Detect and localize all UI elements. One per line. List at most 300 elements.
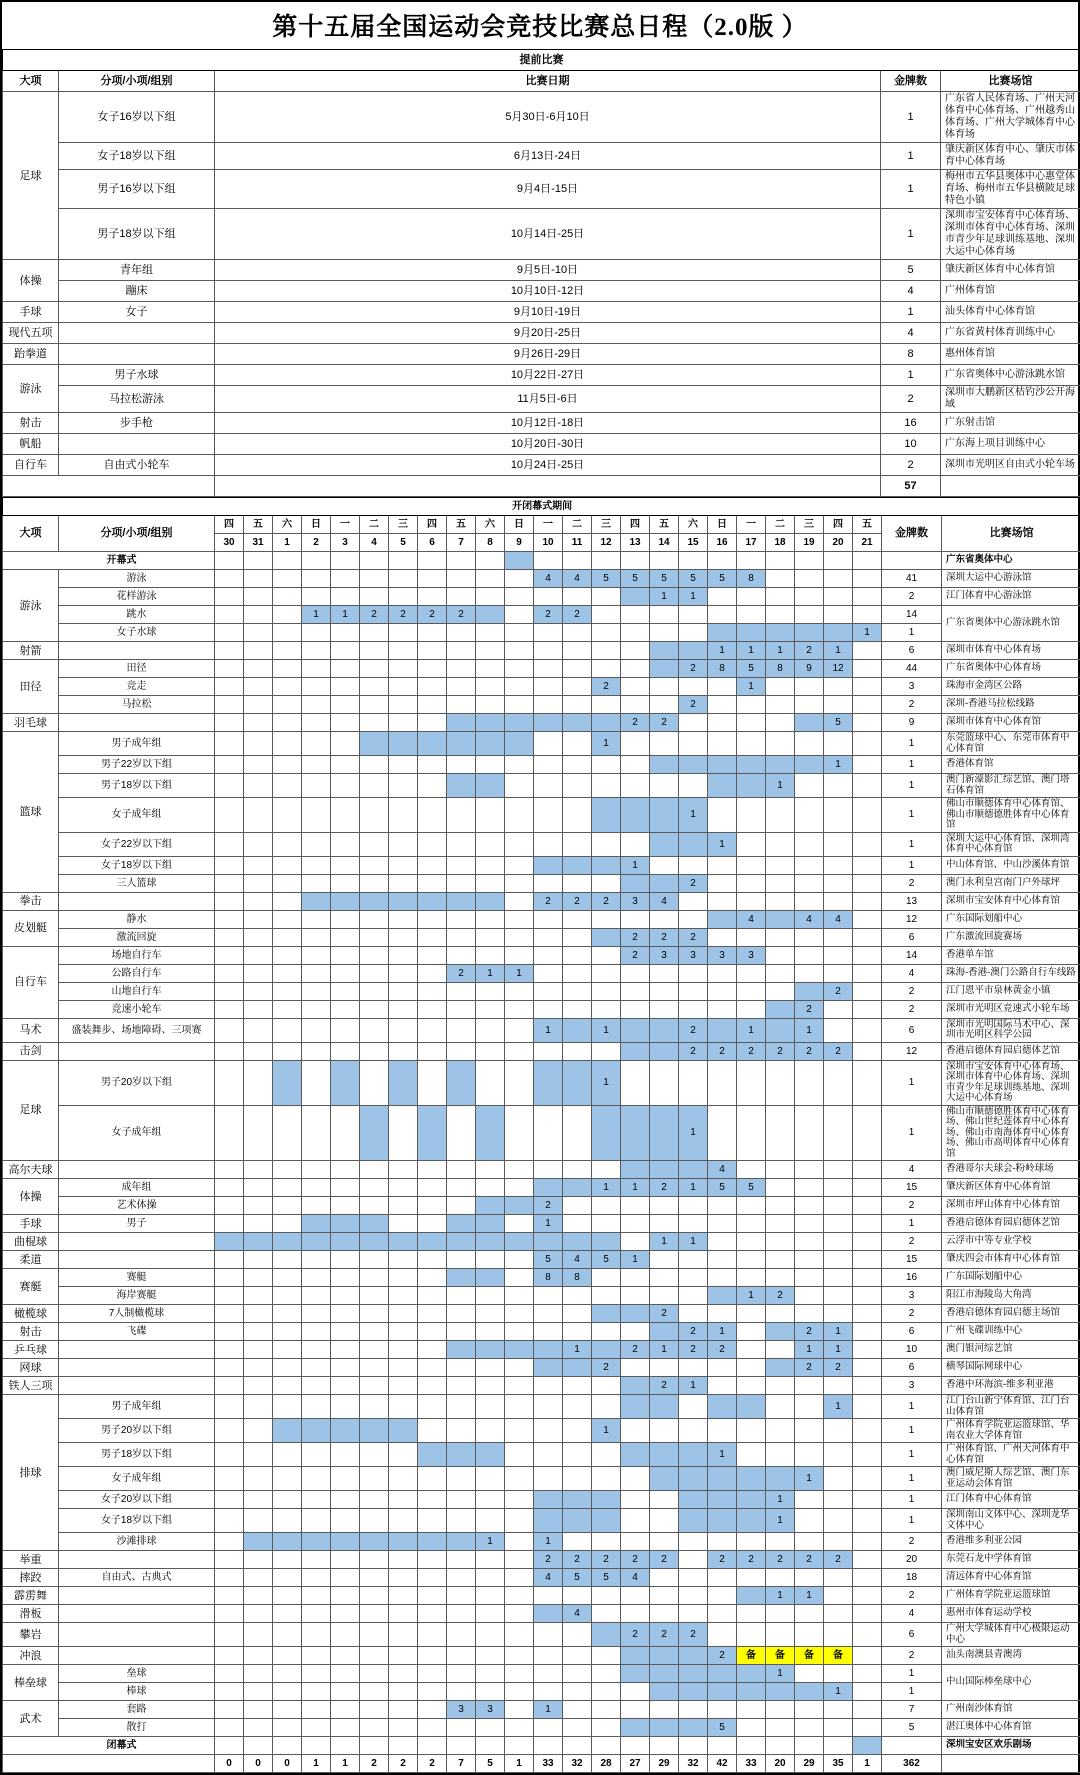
day-cell <box>273 1647 302 1665</box>
day-cell <box>708 714 737 732</box>
day-cell <box>592 1377 621 1395</box>
day-cell <box>505 1719 534 1737</box>
day-cell-gold: 4 <box>563 570 592 588</box>
day-cell <box>302 1509 331 1533</box>
day-cell <box>273 696 302 714</box>
day-cell <box>447 1018 476 1042</box>
day-cell <box>737 1737 766 1755</box>
day-cell <box>795 732 824 756</box>
gold-cell: 1 <box>881 302 941 323</box>
day-cell <box>447 1251 476 1269</box>
day-cell <box>273 964 302 982</box>
day-cell <box>737 832 766 856</box>
gold-cell: 2 <box>882 588 942 606</box>
ceremony-label: 闭幕式 <box>3 1737 215 1755</box>
schedule-row <box>3 642 1080 660</box>
day-cell <box>534 1042 563 1060</box>
day-cell <box>302 642 331 660</box>
gold-cell: 1 <box>881 365 941 386</box>
day-cell <box>244 1341 273 1359</box>
day-cell <box>795 1179 824 1197</box>
day-cell <box>476 660 505 678</box>
day-cell-event <box>563 1491 592 1509</box>
day-cell-gold: 4 <box>534 1569 563 1587</box>
day-cell-gold: 8 <box>737 570 766 588</box>
day-cell <box>563 1105 592 1161</box>
early-row <box>3 209 1080 260</box>
sport-cell: 武术 <box>3 1701 59 1737</box>
day-cell-reserve: 备 <box>737 1647 766 1665</box>
day-cell-gold: 2 <box>389 606 418 624</box>
day-cell <box>853 756 882 774</box>
day-cell <box>476 552 505 570</box>
early-row <box>3 281 1080 302</box>
day-cell <box>679 982 708 1000</box>
day-cell <box>418 1042 447 1060</box>
day-cell <box>360 570 389 588</box>
day-cell <box>621 660 650 678</box>
day-cell <box>273 606 302 624</box>
venue-cell: 汕头南澳县青澳湾 <box>942 1647 1080 1665</box>
day-cell <box>447 874 476 892</box>
day-cell <box>737 1161 766 1179</box>
day-cell <box>708 588 737 606</box>
sport-cell: 冲浪 <box>3 1647 59 1665</box>
day-cell <box>418 982 447 1000</box>
day-cell <box>331 1359 360 1377</box>
gold-cell: 3 <box>882 1287 942 1305</box>
day-cell <box>737 1215 766 1233</box>
day-cell <box>215 1395 244 1419</box>
day-cell <box>215 1443 244 1467</box>
day-cell-gold: 1 <box>650 1233 679 1251</box>
day-cell <box>795 1233 824 1251</box>
venue-cell: 深圳市宝安体育中心体育场、深圳市体育中心体育场、深圳市青少年足球训练基地、深圳大运中心体育场 <box>941 209 1080 260</box>
day-cell <box>563 552 592 570</box>
day-cell <box>853 588 882 606</box>
day-cell-event <box>592 1305 621 1323</box>
early-row <box>3 365 1080 386</box>
day-cell <box>853 660 882 678</box>
day-cell <box>302 798 331 833</box>
gold-cell: 1 <box>882 1467 942 1491</box>
day-cell <box>331 1551 360 1569</box>
day-cell <box>360 1197 389 1215</box>
day-cell <box>331 928 360 946</box>
day-cell-event <box>331 1060 360 1105</box>
day-cell <box>215 832 244 856</box>
day-cell <box>389 964 418 982</box>
day-cell <box>563 642 592 660</box>
day-cell <box>389 1000 418 1018</box>
date-cell: 10月22日-27日 <box>215 365 881 386</box>
day-cell-gold: 3 <box>737 946 766 964</box>
day-cell-gold: 8 <box>708 660 737 678</box>
day-cell <box>650 1605 679 1623</box>
day-cell <box>244 1587 273 1605</box>
day-cell <box>824 1018 853 1042</box>
day-cell <box>853 1161 882 1179</box>
gold-cell: 41 <box>882 570 942 588</box>
day-cell <box>273 892 302 910</box>
day-cell <box>824 1509 853 1533</box>
day-cell <box>244 774 273 798</box>
group-cell: 女子18岁以下组 <box>59 1509 215 1533</box>
day-cell <box>331 910 360 928</box>
day-cell <box>853 1467 882 1491</box>
daily-total-cell: 2 <box>360 1755 389 1773</box>
day-cell <box>389 1269 418 1287</box>
venue-cell: 深圳市宝安体育中心体育馆 <box>942 892 1080 910</box>
day-cell-event <box>418 1533 447 1551</box>
day-cell <box>331 1395 360 1419</box>
day-cell <box>273 1701 302 1719</box>
day-cell-gold: 2 <box>650 1179 679 1197</box>
date-number-cell: 9 <box>505 534 534 552</box>
day-cell <box>389 1665 418 1683</box>
weekday-cell: 日 <box>505 516 534 534</box>
day-cell-event <box>650 1042 679 1060</box>
group-cell: 游泳 <box>59 570 215 588</box>
sport-cell: 棒垒球 <box>3 1665 59 1701</box>
day-cell <box>215 588 244 606</box>
day-cell <box>360 1018 389 1042</box>
day-cell-gold: 1 <box>331 606 360 624</box>
day-cell <box>505 1491 534 1509</box>
day-cell-event <box>650 1443 679 1467</box>
weekday-cell: 三 <box>592 516 621 534</box>
venue-cell: 澳门永利皇宫南门户外球坪 <box>942 874 1080 892</box>
day-cell-event <box>737 774 766 798</box>
day-cell <box>708 856 737 874</box>
date-cell: 9月26日-29日 <box>215 344 881 365</box>
day-cell <box>273 1215 302 1233</box>
day-cell <box>505 678 534 696</box>
day-cell <box>737 928 766 946</box>
day-cell <box>795 1395 824 1419</box>
schedule-row <box>3 1359 1080 1377</box>
day-cell <box>418 928 447 946</box>
day-cell-event <box>534 1233 563 1251</box>
day-cell-reserve: 备 <box>766 1647 795 1665</box>
day-cell-event <box>853 1737 882 1755</box>
day-cell <box>447 1395 476 1419</box>
day-cell-gold: 2 <box>534 606 563 624</box>
schedule-row <box>3 982 1080 1000</box>
venue-cell: 深圳市光明区自由式小轮车场 <box>941 455 1080 476</box>
weekday-cell: 五 <box>447 516 476 534</box>
day-cell <box>592 1323 621 1341</box>
day-cell <box>360 552 389 570</box>
day-cell <box>360 1287 389 1305</box>
day-cell <box>476 798 505 833</box>
day-cell <box>795 1701 824 1719</box>
day-cell-event <box>795 624 824 642</box>
day-cell <box>708 1701 737 1719</box>
day-cell <box>476 946 505 964</box>
day-cell-gold: 2 <box>621 1341 650 1359</box>
day-cell <box>505 892 534 910</box>
day-cell-gold: 5 <box>708 1719 737 1737</box>
day-cell <box>853 1197 882 1215</box>
gold-cell: 7 <box>882 1701 942 1719</box>
day-cell-gold: 12 <box>824 660 853 678</box>
group-cell: 男子18岁以下组 <box>59 209 215 260</box>
day-cell <box>592 946 621 964</box>
day-cell <box>447 928 476 946</box>
day-cell <box>215 964 244 982</box>
day-cell <box>505 696 534 714</box>
opening-ceremony-row <box>3 552 1080 570</box>
day-cell-event <box>447 1233 476 1251</box>
day-cell <box>215 1623 244 1647</box>
day-cell <box>215 714 244 732</box>
day-cell <box>853 1018 882 1042</box>
day-cell <box>360 1719 389 1737</box>
day-cell-event <box>766 1018 795 1042</box>
day-cell-gold: 1 <box>592 1018 621 1042</box>
day-cell <box>563 1587 592 1605</box>
day-cell <box>476 1000 505 1018</box>
day-cell <box>621 756 650 774</box>
day-cell <box>273 570 302 588</box>
gold-cell: 5 <box>881 260 941 281</box>
main-header-weekdays <box>3 516 1080 534</box>
day-cell-gold: 1 <box>795 1018 824 1042</box>
day-cell <box>534 874 563 892</box>
closing-ceremony-row <box>3 1737 1080 1755</box>
day-cell <box>331 1018 360 1042</box>
day-cell-event <box>708 910 737 928</box>
day-cell <box>505 1287 534 1305</box>
day-cell-gold: 2 <box>592 892 621 910</box>
day-cell <box>244 588 273 606</box>
day-cell-event <box>476 606 505 624</box>
day-cell-event <box>447 732 476 756</box>
day-cell <box>418 642 447 660</box>
day-cell-event <box>708 1467 737 1491</box>
day-cell <box>389 1683 418 1701</box>
day-cell <box>650 1197 679 1215</box>
day-cell <box>505 1395 534 1419</box>
day-cell-gold: 1 <box>824 1323 853 1341</box>
sport-cell: 足球 <box>3 92 59 260</box>
day-cell <box>708 606 737 624</box>
day-cell <box>244 946 273 964</box>
day-cell <box>708 1587 737 1605</box>
day-cell <box>708 1359 737 1377</box>
day-cell-gold: 1 <box>592 1419 621 1443</box>
day-cell <box>853 1287 882 1305</box>
day-cell-event <box>708 1491 737 1509</box>
day-cell <box>476 1323 505 1341</box>
venue-cell: 中山国际棒垒球中心 <box>942 1665 1080 1701</box>
day-cell <box>447 1491 476 1509</box>
day-cell <box>302 1359 331 1377</box>
day-cell <box>505 856 534 874</box>
day-cell <box>737 874 766 892</box>
venue-cell: 深圳南山文体中心、深圳龙华文体中心 <box>942 1509 1080 1533</box>
day-cell <box>447 1587 476 1605</box>
schedule-row <box>3 798 1080 833</box>
day-cell <box>215 892 244 910</box>
day-cell-gold: 2 <box>447 964 476 982</box>
day-cell <box>592 1665 621 1683</box>
day-cell-event <box>766 1323 795 1341</box>
day-cell <box>650 1737 679 1755</box>
day-cell <box>592 982 621 1000</box>
day-cell <box>215 1179 244 1197</box>
day-cell <box>215 1161 244 1179</box>
day-cell <box>215 1341 244 1359</box>
day-cell <box>737 1605 766 1623</box>
weekday-cell: 五 <box>650 516 679 534</box>
early-col-group: 分项/小项/组别 <box>59 71 215 92</box>
day-cell-gold: 2 <box>824 1359 853 1377</box>
day-cell <box>505 1551 534 1569</box>
day-cell <box>331 1251 360 1269</box>
day-cell-event <box>650 874 679 892</box>
group-cell: 蹦床 <box>59 281 215 302</box>
day-cell <box>766 714 795 732</box>
day-cell <box>534 910 563 928</box>
day-cell <box>534 1647 563 1665</box>
day-cell <box>273 1179 302 1197</box>
day-cell <box>650 982 679 1000</box>
day-cell <box>302 1605 331 1623</box>
day-cell-event <box>476 1269 505 1287</box>
day-cell <box>708 678 737 696</box>
day-cell <box>418 1701 447 1719</box>
day-cell <box>708 696 737 714</box>
day-cell <box>273 756 302 774</box>
day-cell-event <box>592 798 621 833</box>
day-cell <box>447 1623 476 1647</box>
day-cell <box>389 696 418 714</box>
day-cell <box>505 1419 534 1443</box>
day-cell-gold: 2 <box>795 1359 824 1377</box>
day-cell <box>418 1251 447 1269</box>
early-row <box>3 344 1080 365</box>
day-cell <box>679 1197 708 1215</box>
day-cell <box>853 1105 882 1161</box>
day-cell <box>650 1419 679 1443</box>
day-cell <box>679 1251 708 1269</box>
day-cell <box>389 714 418 732</box>
day-cell <box>795 1215 824 1233</box>
day-cell-event <box>505 552 534 570</box>
gold-cell: 4 <box>881 323 941 344</box>
day-cell <box>621 1060 650 1105</box>
day-cell <box>853 1605 882 1623</box>
day-cell <box>360 1161 389 1179</box>
day-cell <box>795 1443 824 1467</box>
day-cell-gold: 1 <box>679 1377 708 1395</box>
day-cell-event <box>331 892 360 910</box>
day-cell <box>592 1737 621 1755</box>
day-cell <box>302 1647 331 1665</box>
gold-cell: 2 <box>882 1533 942 1551</box>
day-cell <box>737 1701 766 1719</box>
group-cell: 女子成年组 <box>59 798 215 833</box>
day-cell <box>273 714 302 732</box>
day-cell <box>215 1737 244 1755</box>
day-cell <box>505 832 534 856</box>
day-cell-event <box>505 732 534 756</box>
day-cell <box>679 1737 708 1755</box>
schedule-row <box>3 1197 1080 1215</box>
day-cell <box>563 1467 592 1491</box>
day-cell <box>853 1042 882 1060</box>
day-cell <box>331 1569 360 1587</box>
day-cell <box>505 1179 534 1197</box>
day-cell-event <box>360 1215 389 1233</box>
day-cell <box>389 1443 418 1467</box>
schedule-row <box>3 714 1080 732</box>
day-cell-gold: 1 <box>592 1179 621 1197</box>
day-cell <box>824 606 853 624</box>
empty-cell <box>3 1755 215 1773</box>
day-cell <box>563 928 592 946</box>
day-cell <box>737 1197 766 1215</box>
day-cell <box>418 1305 447 1323</box>
day-cell <box>708 1377 737 1395</box>
gold-cell: 16 <box>881 413 941 434</box>
group-cell: 女子水球 <box>59 624 215 642</box>
day-cell-event <box>650 1323 679 1341</box>
day-cell-event <box>534 1060 563 1105</box>
date-cell: 9月10日-19日 <box>215 302 881 323</box>
day-cell <box>592 552 621 570</box>
group-cell: 马拉松 <box>59 696 215 714</box>
day-cell <box>592 642 621 660</box>
day-cell <box>476 982 505 1000</box>
day-cell <box>563 660 592 678</box>
day-cell-event <box>795 982 824 1000</box>
venue-cell: 珠海市金湾区公路 <box>942 678 1080 696</box>
day-cell <box>476 1419 505 1443</box>
group-cell <box>59 344 215 365</box>
day-cell <box>389 774 418 798</box>
day-cell <box>766 1161 795 1179</box>
day-cell <box>505 1105 534 1161</box>
day-cell <box>418 1569 447 1587</box>
day-cell <box>331 1197 360 1215</box>
day-cell <box>534 1719 563 1737</box>
day-cell <box>534 756 563 774</box>
venue-cell: 江门台山新宁体育馆、江门台山体育馆 <box>942 1395 1080 1419</box>
day-cell <box>592 660 621 678</box>
gold-cell: 2 <box>882 1233 942 1251</box>
group-cell: 棒球 <box>59 1683 215 1701</box>
day-cell <box>621 624 650 642</box>
day-cell <box>534 732 563 756</box>
weekday-cell: 五 <box>244 516 273 534</box>
day-cell <box>650 552 679 570</box>
day-cell <box>592 1467 621 1491</box>
day-cell <box>389 588 418 606</box>
day-cell-gold: 1 <box>824 1395 853 1419</box>
day-cell <box>447 1179 476 1197</box>
day-cell <box>737 1569 766 1587</box>
day-cell <box>824 832 853 856</box>
day-cell <box>650 1359 679 1377</box>
sport-cell: 网球 <box>3 1359 59 1377</box>
day-cell <box>708 1251 737 1269</box>
day-cell-gold: 2 <box>650 1551 679 1569</box>
day-cell <box>708 1233 737 1251</box>
day-cell <box>331 874 360 892</box>
